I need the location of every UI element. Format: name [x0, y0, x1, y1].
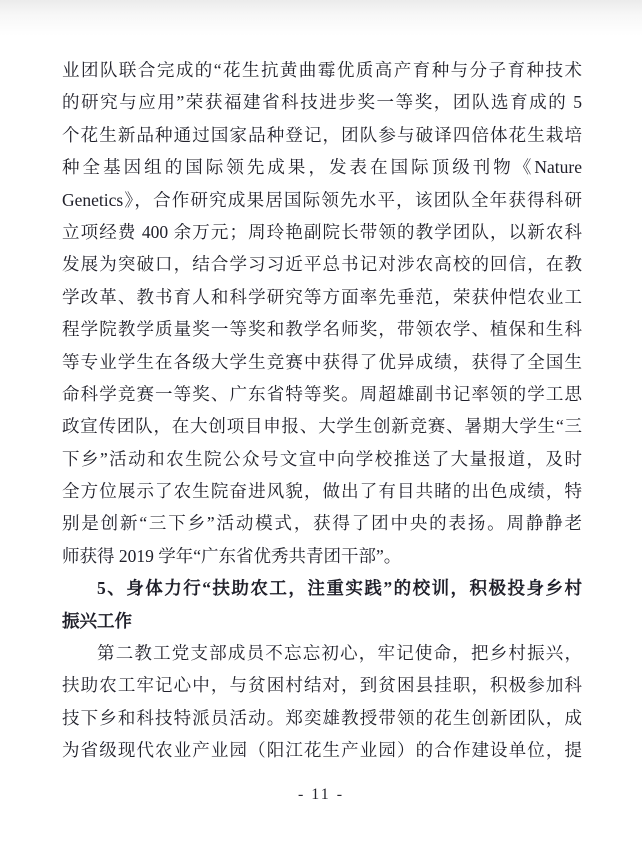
text-line: 为省级现代农业产业园（阳江花生产业园）的合作建设单位，提 [62, 740, 582, 761]
text-line: 业团队联合完成的“花生抗黄曲霉优质高产育种与分子育种技术 [62, 60, 582, 80]
text-line: 的研究与应用”荣获福建省科技进步奖一等奖，团队选育成的 5 [62, 92, 582, 113]
text-line: 政宣传团队，在大创项目申报、大学生创新竞赛、暑期大学生“三 [62, 416, 582, 437]
page-number: - 11 - [297, 786, 345, 803]
text-line: 种全基因组的国际领先成果，发表在国际顶级刊物《Nature [62, 157, 582, 178]
text-line: 别是创新“三下乡”活动模式，获得了团中央的表扬。周静静老 [62, 513, 582, 534]
text-line: 命科学竞赛一等奖、广东省特等奖。周超雄副书记率领的学工思 [62, 383, 582, 404]
text-line: 师获得 2019 学年“广东省优秀共青团干部”。 [62, 545, 402, 566]
text-line: 第二教工党支部成员不忘忘初心，牢记使命，把乡村振兴， [97, 643, 582, 664]
text-line: 程学院教学质量奖一等奖和教学名师奖，带领农学、植保和生科 [62, 319, 582, 340]
text-line: 下乡”活动和农生院公众号文宣中向学校推送了大量报道，及时 [62, 448, 582, 469]
text-line: 技下乡和科技特派员活动。郑奕雄教授带领的花生创新团队，成 [62, 707, 582, 728]
text-line: 发展为突破口，结合学习习近平总书记对涉农高校的回信，在教 [62, 254, 582, 275]
text-line: 个花生新品种通过国家品种登记，团队参与破译四倍体花生栽培 [62, 124, 582, 145]
text-line: 全方位展示了农生院奋进风貌，做出了有目共睹的出色成绩，特 [62, 481, 582, 502]
scan-edge-shadow [0, 0, 642, 36]
section-heading-line: 5、身体力行“扶助农工，注重实践”的校训，积极投身乡村 [97, 578, 582, 599]
text-line: 扶助农工牢记心中，与贫困村结对，到贫困县挂职，积极参加科 [62, 675, 582, 696]
text-line: 等专业学生在各级大学生竞赛中获得了优异成绩，获得了全国生 [62, 351, 582, 372]
body-text-block [62, 54, 582, 767]
text-line: Genetics》，合作研究成果居国际领先水平，该团队全年获得科研 [62, 189, 582, 210]
text-line: 学改革、教书育人和科学研究等方面率先垂范，荣获仲恺农业工 [62, 286, 582, 307]
section-heading-line: 振兴工作 [62, 610, 132, 631]
text-line: 立项经费 400 余万元；周玲艳副院长带领的教学团队，以新农科 [62, 221, 582, 242]
